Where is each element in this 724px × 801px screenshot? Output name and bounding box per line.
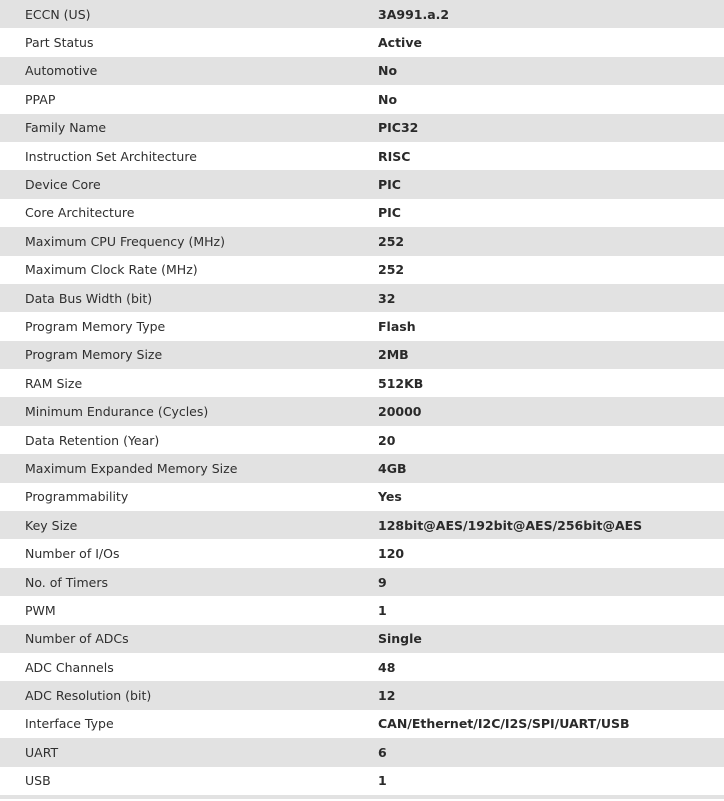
spec-value: PIC32 bbox=[377, 114, 724, 142]
spec-label: Number of I/Os bbox=[0, 539, 377, 567]
spec-value: No bbox=[377, 85, 724, 113]
spec-label: USB bbox=[0, 767, 377, 795]
table-row-ppap bbox=[0, 85, 724, 113]
spec-value: 20000 bbox=[377, 397, 724, 425]
table-row-number-of-adcs bbox=[0, 625, 724, 653]
spec-label: Family Name bbox=[0, 114, 377, 142]
table-row-pwm bbox=[0, 596, 724, 624]
spec-value: 4GB bbox=[377, 454, 724, 482]
spec-label: Program Memory Size bbox=[0, 341, 377, 369]
table-row-max-cpu-frequency bbox=[0, 227, 724, 255]
spec-label: Minimum Endurance (Cycles) bbox=[0, 397, 377, 425]
spec-label: Maximum CPU Frequency (MHz) bbox=[0, 227, 377, 255]
spec-value: CAN/Ethernet/I2C/I2S/SPI/UART/USB bbox=[377, 710, 724, 738]
spec-label: PWM bbox=[0, 596, 377, 624]
spec-label: Instruction Set Architecture bbox=[0, 142, 377, 170]
spec-value: 48 bbox=[377, 653, 724, 681]
spec-label: ADC Resolution (bit) bbox=[0, 681, 377, 709]
table-row-core-architecture bbox=[0, 199, 724, 227]
spec-label: ADC Channels bbox=[0, 653, 377, 681]
table-row-max-clock-rate bbox=[0, 256, 724, 284]
table-row-family-name bbox=[0, 114, 724, 142]
spec-value: RISC bbox=[377, 142, 724, 170]
table-row-device-core bbox=[0, 170, 724, 198]
table-row-max-expanded-memory bbox=[0, 454, 724, 482]
spec-label: RAM Size bbox=[0, 369, 377, 397]
table-row-part-status bbox=[0, 28, 724, 56]
spec-label: Key Size bbox=[0, 511, 377, 539]
table-row-eccn bbox=[0, 0, 724, 28]
spec-label: Maximum Expanded Memory Size bbox=[0, 454, 377, 482]
table-row-timers bbox=[0, 568, 724, 596]
table-row-instruction-set bbox=[0, 142, 724, 170]
spec-value: 252 bbox=[377, 256, 724, 284]
table-row-data-bus-width bbox=[0, 284, 724, 312]
spec-label: Automotive bbox=[0, 57, 377, 85]
spec-label: Data Bus Width (bit) bbox=[0, 284, 377, 312]
spec-value: Flash bbox=[377, 312, 724, 340]
table-row-adc-resolution bbox=[0, 681, 724, 709]
table-row-uart bbox=[0, 738, 724, 766]
spec-value: PIC bbox=[377, 199, 724, 227]
spec-label: PPAP bbox=[0, 85, 377, 113]
spec-value: 120 bbox=[377, 539, 724, 567]
table-row-min-endurance bbox=[0, 397, 724, 425]
spec-value: Active bbox=[377, 28, 724, 56]
spec-label: Maximum Clock Rate (MHz) bbox=[0, 256, 377, 284]
table-row-programmability bbox=[0, 483, 724, 511]
spec-value: Single bbox=[377, 625, 724, 653]
spec-label: Device Core bbox=[0, 170, 377, 198]
spec-value: 512KB bbox=[377, 369, 724, 397]
spec-value: 32 bbox=[377, 284, 724, 312]
table-bottom-divider bbox=[0, 795, 724, 799]
spec-label: Program Memory Type bbox=[0, 312, 377, 340]
spec-label: Core Architecture bbox=[0, 199, 377, 227]
table-row-interface-type bbox=[0, 710, 724, 738]
spec-label: Interface Type bbox=[0, 710, 377, 738]
spec-value: 12 bbox=[377, 681, 724, 709]
table-row-program-memory-size bbox=[0, 341, 724, 369]
table-row-data-retention bbox=[0, 426, 724, 454]
table-row-program-memory-type bbox=[0, 312, 724, 340]
spec-value: Yes bbox=[377, 483, 724, 511]
spec-label: Number of ADCs bbox=[0, 625, 377, 653]
table-row-usb bbox=[0, 767, 724, 795]
spec-value: 128bit@AES/192bit@AES/256bit@AES bbox=[377, 511, 724, 539]
spec-value: 2MB bbox=[377, 341, 724, 369]
table-row-ram-size bbox=[0, 369, 724, 397]
table-row-adc-channels bbox=[0, 653, 724, 681]
spec-value: PIC bbox=[377, 170, 724, 198]
spec-value: 9 bbox=[377, 568, 724, 596]
spec-value: 252 bbox=[377, 227, 724, 255]
table-row-number-of-ios bbox=[0, 539, 724, 567]
spec-value: 1 bbox=[377, 767, 724, 795]
spec-value: 6 bbox=[377, 738, 724, 766]
table-row-automotive bbox=[0, 57, 724, 85]
spec-label: ECCN (US) bbox=[0, 0, 377, 28]
spec-label: No. of Timers bbox=[0, 568, 377, 596]
spec-value: 20 bbox=[377, 426, 724, 454]
spec-value: 1 bbox=[377, 596, 724, 624]
spec-label: Programmability bbox=[0, 483, 377, 511]
spec-label: UART bbox=[0, 738, 377, 766]
spec-label: Data Retention (Year) bbox=[0, 426, 377, 454]
spec-value: 3A991.a.2 bbox=[377, 0, 724, 28]
spec-label: Part Status bbox=[0, 28, 377, 56]
table-row-key-size bbox=[0, 511, 724, 539]
spec-value: No bbox=[377, 57, 724, 85]
